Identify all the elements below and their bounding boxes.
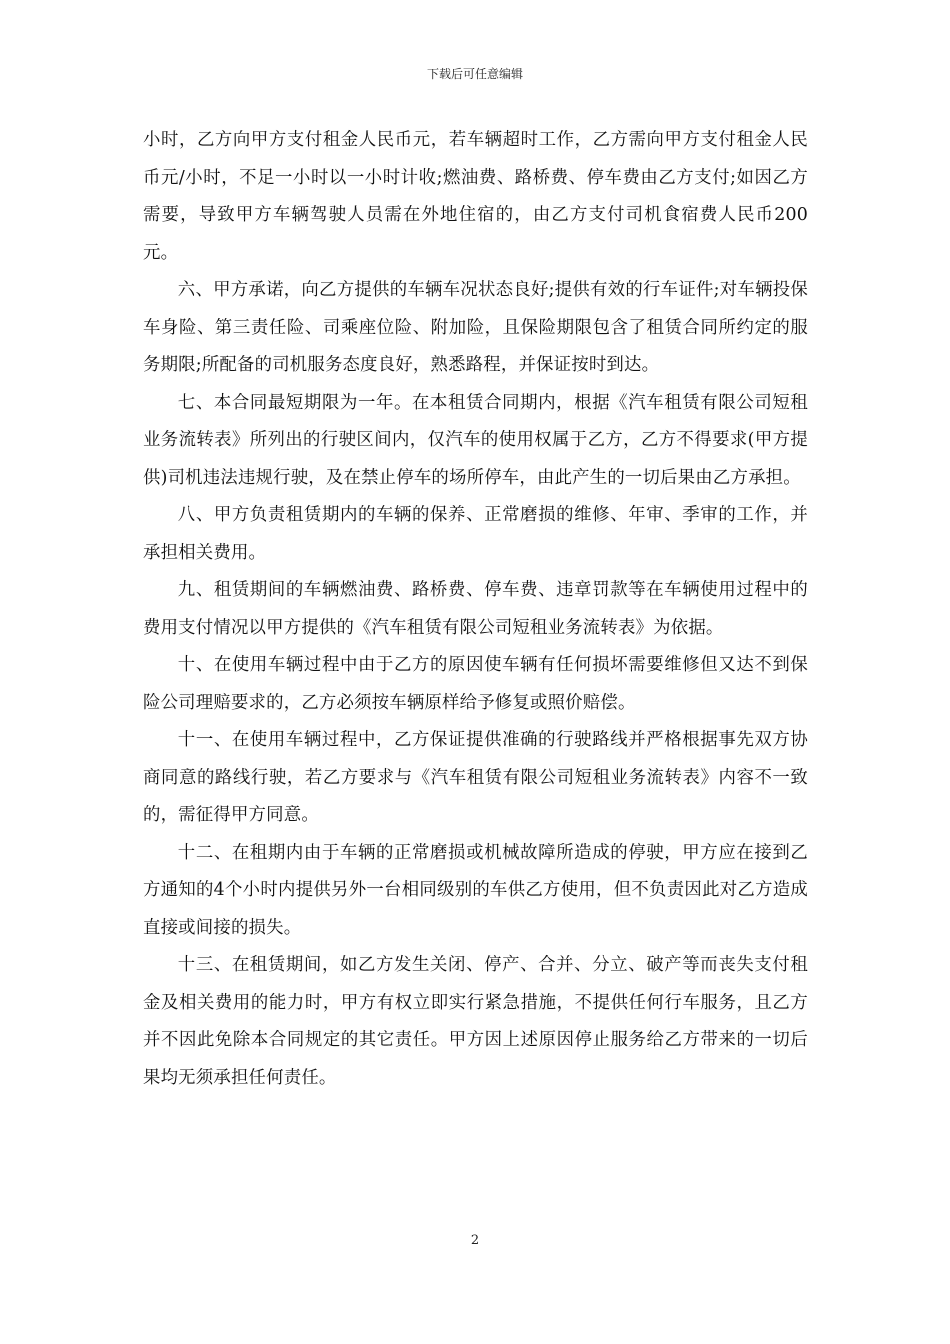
- page-header: 下载后可任意编辑: [426, 67, 523, 81]
- paragraph-clause-9: 九、租赁期间的车辆燃油费、路桥费、停车费、违章罚款等在车辆使用过程中的费用支付情况以甲方提供的《汽车租赁有限公司短租业务流转表》为依据。: [143, 580, 808, 638]
- paragraph-clause-7: 七、本合同最短期限为一年。在本租赁合同期内，根据《汽车租赁有限公司短租业务流转表》所列出的行驶区间内，仅汽车的使用权属于乙方，乙方不得要求(甲方提供)司机违法违规行驶，及在禁止停车的场所停车，由此产生的一切后果由乙方承担。: [143, 392, 808, 488]
- paragraph-continuation: 小时，乙方向甲方支付租金人民币元，若车辆超时工作，乙方需向甲方支付租金人民币元/小时，不足一小时以一小时计收;燃油费、路桥费、停车费由乙方支付;如因乙方需要，导致甲方车辆驾驶人员需在外地住宿的，由乙方支付司机食宿费人民币200元。: [143, 130, 808, 263]
- paragraph-clause-6: 六、甲方承诺，向乙方提供的车辆车况状态良好;提供有效的行车证件;对车辆投保车身险、第三责任险、司乘座位险、附加险，且保险期限包含了租赁合同所约定的服务期限;所配备的司机服务态度良好，熟悉路程，并保证按时到达。: [143, 280, 808, 375]
- paragraph-clause-12: 十二、在租期内由于车辆的正常磨损或机械故障所造成的停驶，甲方应在接到乙方通知的4个小时内提供另外一台相同级别的车供乙方使用，但不负责因此对乙方造成直接或间接的损失。: [143, 842, 808, 938]
- paragraph-clause-13: 十三、在租赁期间，如乙方发生关闭、停产、合并、分立、破产等而丧失支付租金及相关费用的能力时，甲方有权立即实行紧急措施，不提供任何行车服务，且乙方并不因此免除本合同规定的其它责任。甲方因上述原因停止服务给乙方带来的一切后果均无须承担任何责任。: [143, 955, 808, 1088]
- document-body: [143, 122, 808, 1097]
- paragraph-clause-10: 十、在使用车辆过程中由于乙方的原因使车辆有任何损坏需要维修但又达不到保险公司理赔要求的，乙方必须按车辆原样给予修复或照价赔偿。: [143, 655, 808, 713]
- paragraph-clause-8: 八、甲方负责租赁期内的车辆的保养、正常磨损的维修、年审、季审的工作，并承担相关费用。: [143, 505, 808, 563]
- paragraph-clause-11: 十一、在使用车辆过程中，乙方保证提供准确的行驶路线并严格根据事先双方协商同意的路线行驶，若乙方要求与《汽车租赁有限公司短租业务流转表》内容不一致的，需征得甲方同意。: [143, 730, 808, 825]
- page-number: 2: [470, 1233, 480, 1248]
